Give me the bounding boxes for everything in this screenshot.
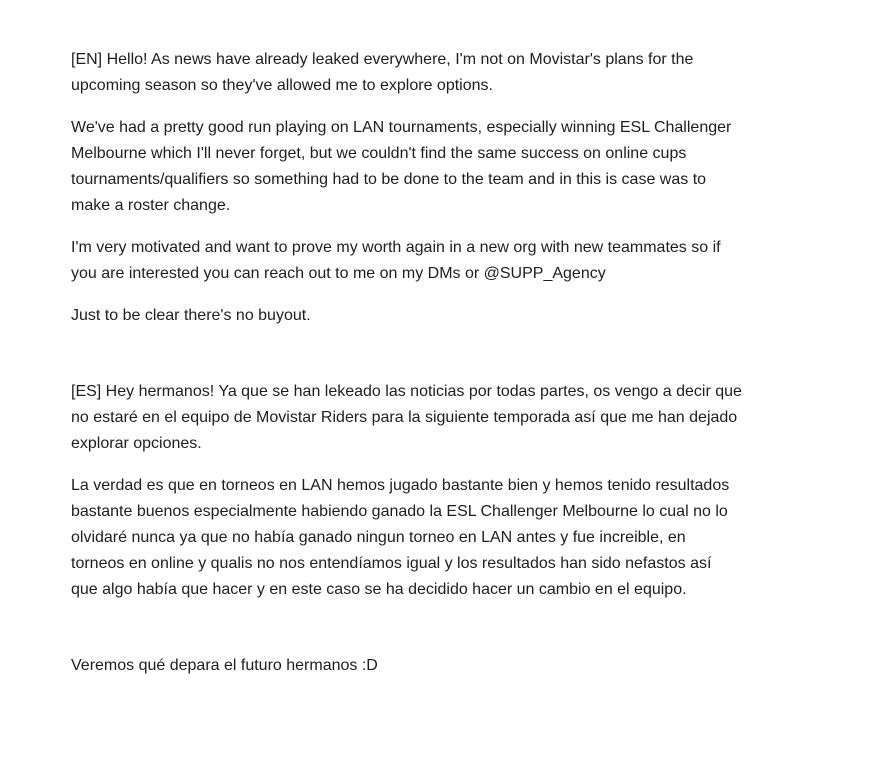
es-paragraph-results — [71, 473, 841, 603]
es-paragraph-intro — [71, 379, 841, 457]
text-line: tournaments/qualifiers so something had to be done to the team and in this is case was to — [71, 171, 707, 188]
en-paragraph-motivation — [71, 235, 841, 287]
text-line: que algo había que hacer y en este caso se ha decidido hacer un cambio en el equipo. — [71, 581, 687, 598]
section-spacer — [71, 345, 841, 379]
text-line: olvidaré nunca ya que no había ganado ningun torneo en LAN antes y fue increible, en — [71, 529, 686, 546]
text-line: I'm very motivated and want to prove my worth again in a new org with new teammates so if — [71, 239, 721, 256]
text-line: Veremos qué depara el futuro hermanos :D — [71, 657, 378, 674]
text-line: [EN] Hello! As news have already leaked everywhere, I'm not on Movistar's plans for the — [71, 51, 694, 68]
text-line: Just to be clear there's no buyout. — [71, 307, 311, 324]
text-line: upcoming season so they've allowed me to explore options. — [71, 77, 493, 94]
text-line: you are interested you can reach out to me on my DMs or @SUPP_Agency — [71, 265, 606, 282]
text-line: make a roster change. — [71, 197, 231, 214]
text-line: no estaré en el equipo de Movistar Riders para la siguiente temporada así que me han dejado — [71, 409, 738, 426]
text-line: bastante buenos especialmente habiendo ganado la ESL Challenger Melbourne lo cual no lo — [71, 503, 728, 520]
text-line: La verdad es que en torneos en LAN hemos jugado bastante bien y hemos tenido resultados — [71, 477, 730, 494]
document-body — [71, 47, 841, 695]
text-line: torneos en online y qualis no nos entendíamos igual y los resultados han sido nefastos así — [71, 555, 712, 572]
text-line: Melbourne which I'll never forget, but we couldn't find the same success on online cups — [71, 145, 687, 162]
text-line: explorar opciones. — [71, 435, 202, 452]
en-paragraph-results — [71, 115, 841, 219]
section-spacer — [71, 619, 841, 653]
es-paragraph-closing — [71, 653, 841, 679]
text-line: [ES] Hey hermanos! Ya que se han lekeado las noticias por todas partes, os vengo a decir que — [71, 383, 742, 400]
en-paragraph-buyout — [71, 303, 841, 329]
text-line: We've had a pretty good run playing on LAN tournaments, especially winning ESL Challenger — [71, 119, 732, 136]
en-paragraph-intro — [71, 47, 841, 99]
